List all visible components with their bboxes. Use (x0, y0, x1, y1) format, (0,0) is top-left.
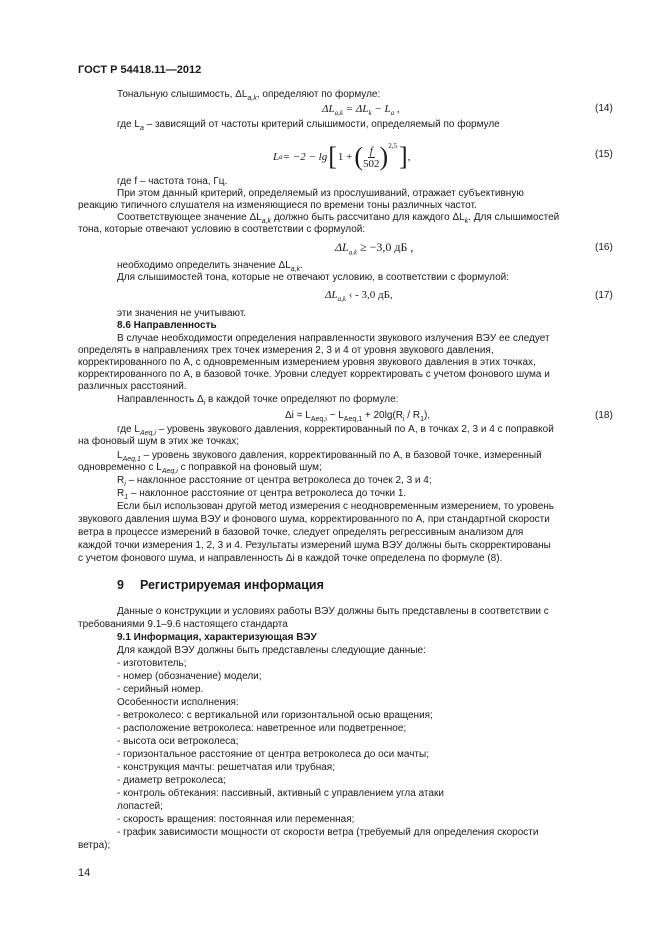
paragraph-line: различных расстояний. (78, 381, 187, 392)
paragraph-line: Данные о конструкции и условиях работы ВЭУ должны быть представлены в соответствии с (117, 606, 549, 617)
list-item-continuation: ветра); (78, 840, 111, 851)
formula-number-15: (15) (595, 149, 613, 160)
paragraph-line: необходимо определить значение $\Delta L_{a,k}$. (117, 260, 303, 273)
paragraph-line: $R_i$ – наклонное расстояние от центра ветроколеса до точек 2, 3 и 4; (117, 475, 432, 488)
formula-number-16: (16) (595, 242, 613, 253)
formula-15: L a = −2 − lg [ 1 + ( $\frac{f}{502}$ ) $^{2,5}$ ] , (273, 142, 411, 171)
list-item: - диаметр ветроколеса; (117, 775, 226, 786)
list-item: - скорость вращения: постоянная или переменная; (117, 814, 355, 825)
list-item-continuation: лопастей; (117, 801, 163, 812)
list-item: - контроль обтекания: пассивный, активный с управлением угла атаки (117, 788, 444, 799)
paragraph-line: где $L_a$ – зависящий от частоты критерий слышимости, определяемый по формуле (117, 119, 500, 132)
paragraph-line: ветра в процессе измерений в базовой точке, следует определять регрессивным анализом для (78, 527, 524, 538)
list-item: - изготовитель; (117, 658, 187, 669)
paragraph-line: $R_1$ – наклонное расстояние от центра ветроколеса до точки 1. (117, 488, 407, 501)
paragraph-line: тона, которые отвечают условию в соответствии с формулой: (78, 224, 366, 235)
formula-number-18: (18) (595, 410, 613, 421)
list-item: - ветроколесо: с вертикальной или горизонтальной осью вращения; (117, 710, 433, 721)
list-item: - расположение ветроколеса: наветренное или подветренное; (117, 723, 407, 734)
paragraph-line: Для слышимостей тона, которые не отвечают условию, в соответствии с формулой: (117, 272, 510, 283)
paragraph-line: $L_{Aeq,1}$ – уровень звукового давления, корректированный по A, в базовой точке, измеренный (117, 450, 542, 463)
section-heading-8-6: 8.6 Направленность (117, 320, 217, 331)
list-item: - конструкция мачты: решетчатая или трубная; (117, 762, 336, 773)
paragraph-line: корректированного по A, в базовой точке. Уровни следует корректировать с учетом фонового шума и (78, 369, 550, 380)
list-item: - горизонтальное расстояние от центра ветроколеса до оси мачты; (117, 749, 429, 760)
formula-17: $\Delta L_{a,k}$ ‹ - 3,0 дБ, (325, 289, 393, 304)
paragraph-line: реакцию типичного слушателя на изменяющиеся по времени тоны различных частот. (78, 200, 477, 211)
paragraph-line: Особенности исполнения: (117, 697, 239, 708)
list-item: - серийный номер. (117, 684, 204, 695)
list-item: - график зависимости мощности от скорости ветра (требуемый для определения скорости (117, 827, 539, 838)
paragraph-line: с учетом фонового шума, и направленность Δi в каждой точке определена по формуле (8). (78, 553, 503, 564)
paragraph-line: Для каждой ВЭУ должны быть представлены следующие данные: (117, 645, 426, 656)
list-item: - высота оси ветроколеса; (117, 736, 239, 747)
paragraph-line: В случае необходимости определения направленности звукового излучения ВЭУ ее следует (117, 333, 550, 344)
paragraph-line: каждой точки измерения 1, 2, 3 и 4. Результаты измерений шума ВЭУ должны быть скорректированы (78, 540, 551, 551)
paragraph-line: Направленность $\Delta_i$ в каждой точке определяют по формуле: (117, 394, 399, 407)
paragraph-line: где f – частота тона, Гц. (117, 176, 228, 187)
paragraph-line: звукового давления шума ВЭУ и фонового шума, корректированного по A, при стандартной скорости (78, 514, 550, 525)
document-header-title: ГОСТ Р 54418.11—2012 (78, 64, 202, 76)
formula-number-14: (14) (595, 103, 613, 114)
paragraph-line: эти значения не учитывают. (117, 308, 247, 319)
formula-number-17: (17) (595, 290, 613, 301)
paragraph-line: требованиями 9.1–9.6 настоящего стандарта (78, 619, 288, 630)
formula-16: $\Delta L_{a,k} \ge -3,0$ дБ , (335, 240, 414, 257)
section-heading-9: 9 Регистрируемая информация (117, 578, 324, 592)
paragraph-line: определять в направлениях трех точек измерения 2, 3 и 4 от уровня звукового давления, (78, 345, 494, 356)
paragraph-line: Если был использован другой метод измерения с неодновременным измерением, то уровень (117, 501, 554, 512)
paragraph-line: Тональную слышимость, $\Delta L_{a,k}$, определяют по формуле: (117, 89, 381, 102)
paragraph-line: одновременно с $L_{Aeq,i}$ с поправкой на фоновый шум; (78, 462, 322, 475)
page-number: 14 (78, 867, 91, 879)
section-heading-9-1: 9.1 Информация, характеризующая ВЭУ (117, 632, 317, 643)
paragraph-line: Соответствующее значение $\Delta L_{a,k}$ должно быть рассчитано для каждого $\Delta L_k$. Для слышимостей (117, 212, 560, 225)
formula-18: $\Delta i = L_{Aeq,i} - L_{Aeq,1} + 20\lg(R_i / R_1)$, (285, 410, 431, 423)
list-item: - номер (обозначение) модели; (117, 671, 262, 682)
formula-14: $\Delta L_{a,k} = \Delta L_k - L_a$ , (322, 103, 400, 118)
paragraph-line: При этом данный критерий, определяемый из прослушиваний, отражает субъективную (117, 188, 524, 199)
paragraph-line: корректированного по A, с одновременным измерением уровня звукового давления в этих точках, (78, 357, 536, 368)
paragraph-line: где $L_{Aeq,i}$ – уровень звукового давления, корректированный по A, в точках 2, 3 и 4 с поправкой (117, 424, 554, 437)
paragraph-line: на фоновый шум в этих же точках; (78, 436, 240, 447)
